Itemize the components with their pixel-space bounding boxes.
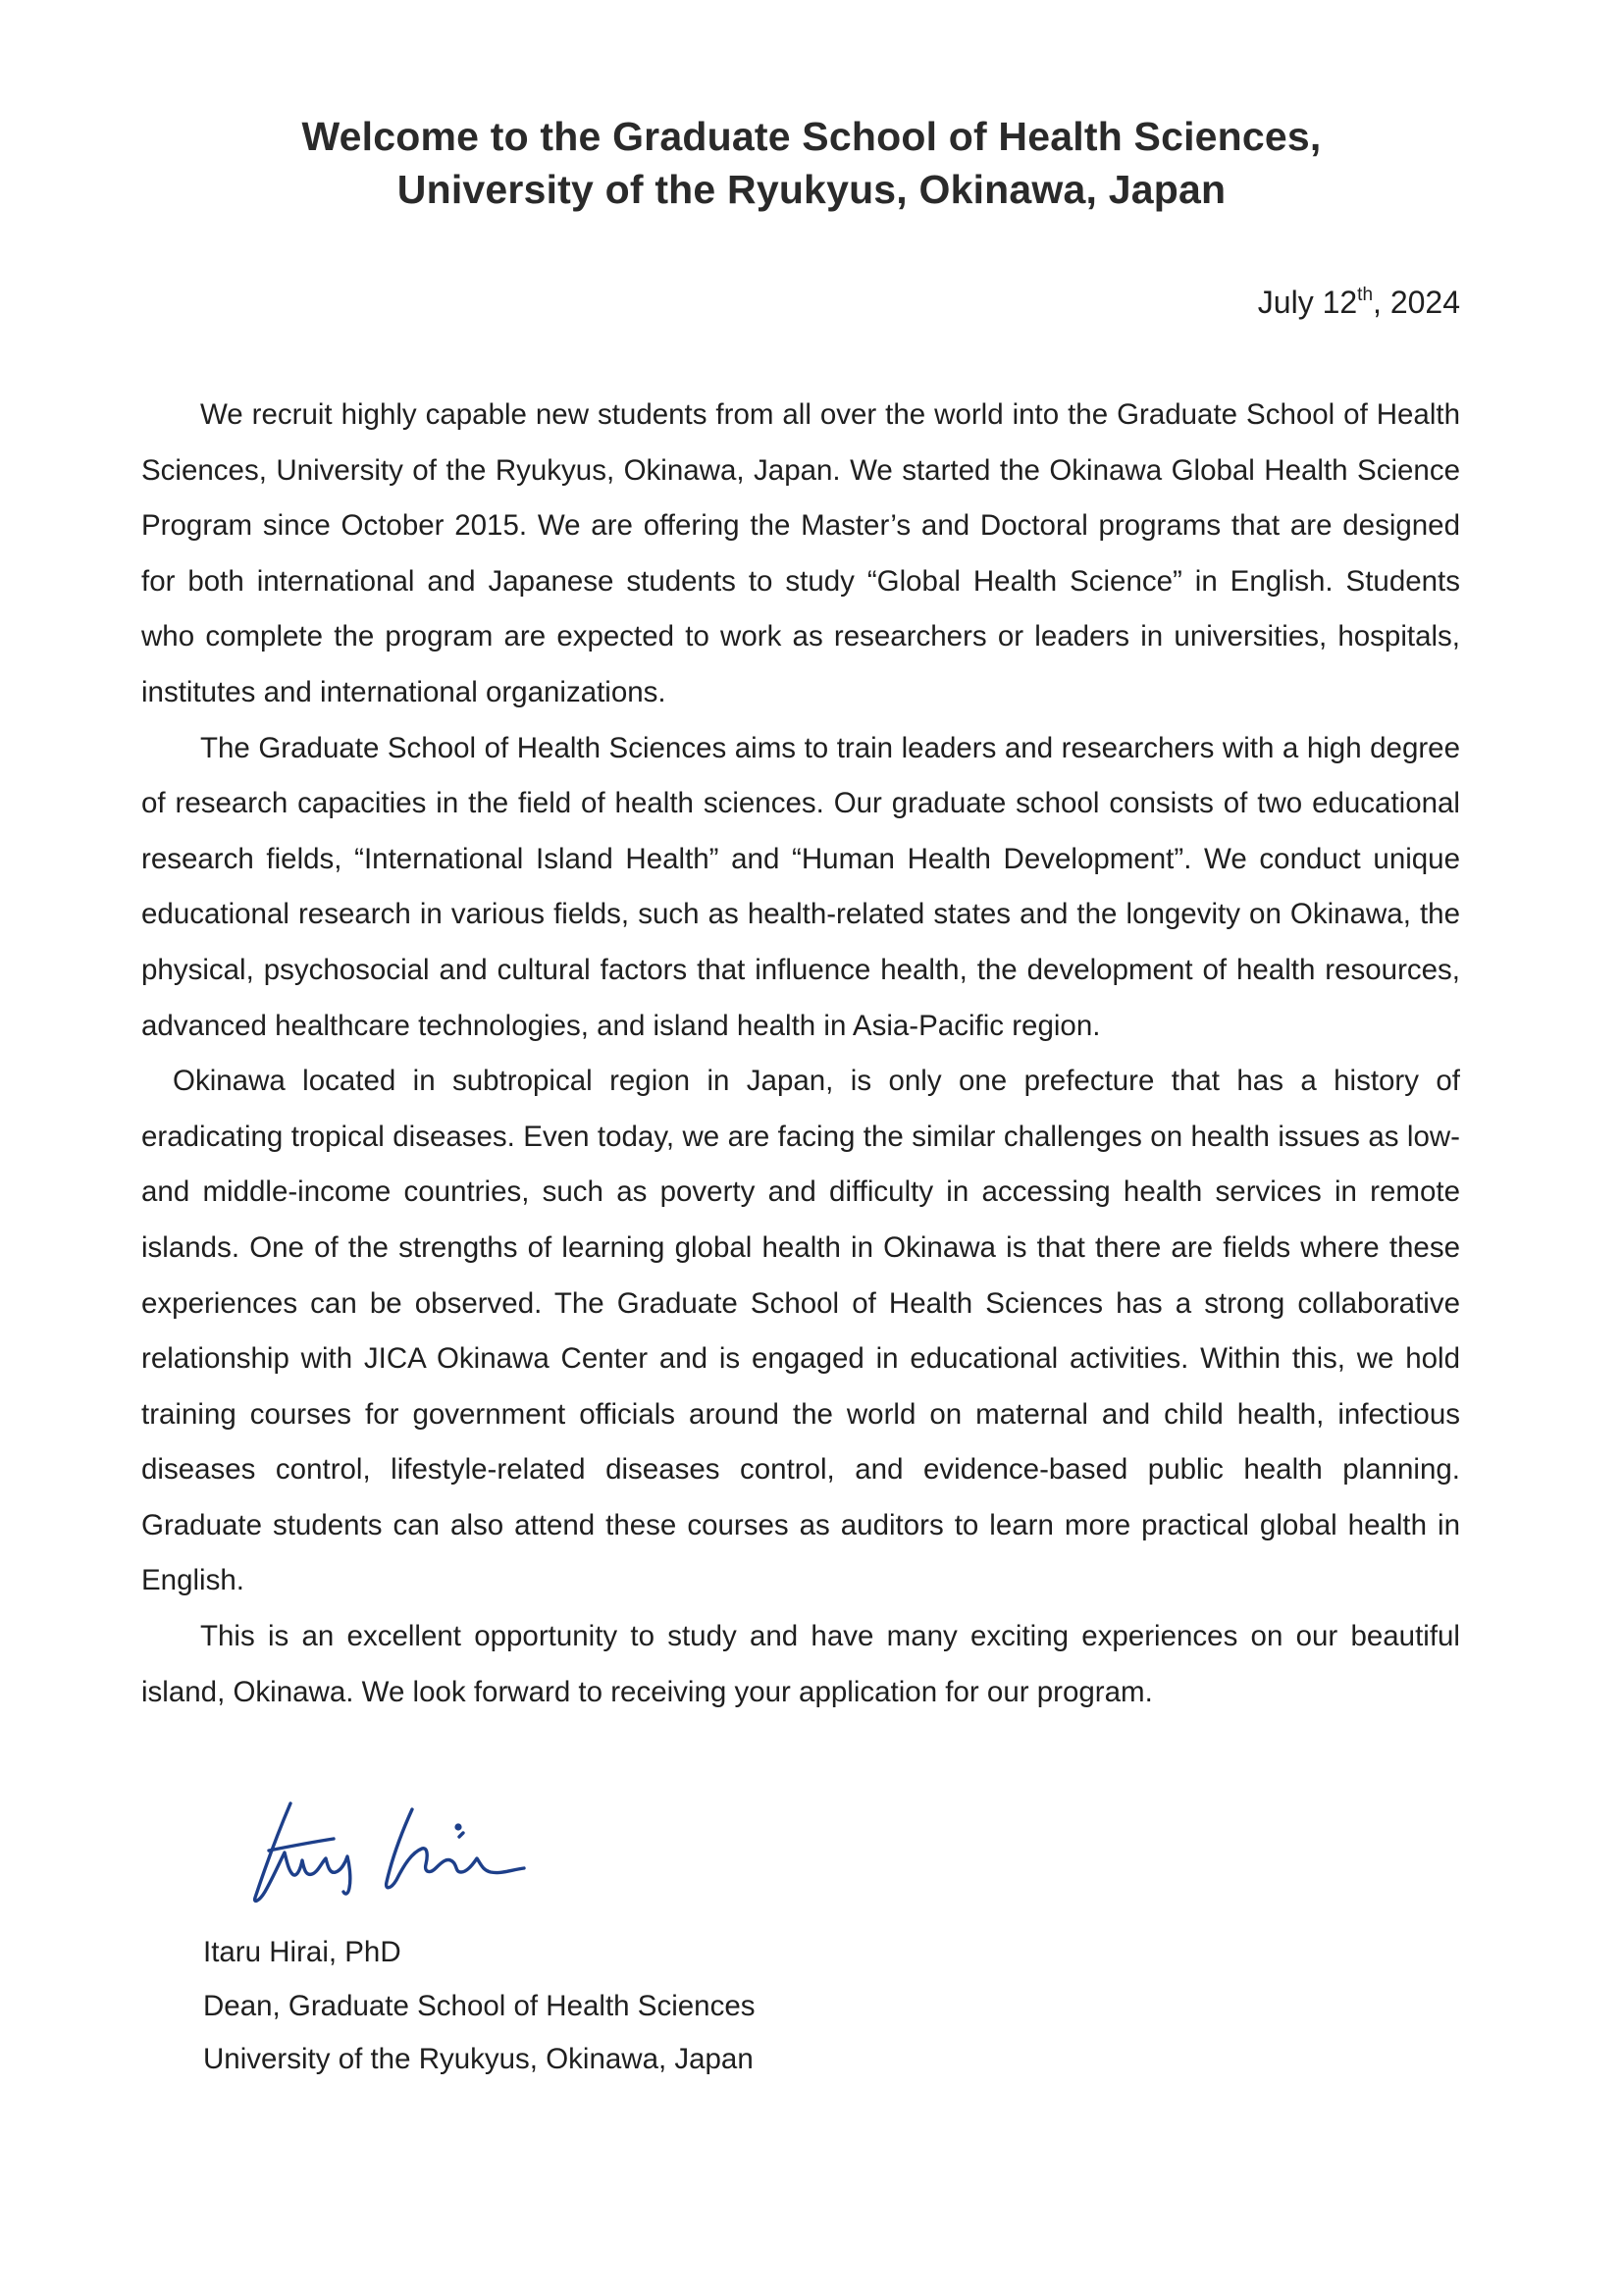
signature-dot-icon xyxy=(454,1823,461,1830)
paragraph-3: Okinawa located in subtropical region in Japan, is only one prefecture that has a history of eradicating tropical diseases. Even today, we are facing the similar challenges on health issues as low- and middle-income countries, such as poverty and difficulty in accessing health services in remote islands. One of the strengths of learning global health in Okinawa is that there are fields where these experiences can be observed. The Graduate School of Health Sciences has a strong collaborative relationship with JICA Okinawa Center and is engaged in educational activities. Within this, we hold training courses for government officials around the world on maternal and child health, infectious diseases control, lifestyle-related diseases control, and evidence-based public health planning. Graduate students can also attend these courses as auditors to learn more practical global health in English. xyxy=(141,1065,1460,1597)
date-month-day: July 12 xyxy=(1257,285,1358,320)
letter-body xyxy=(141,388,1460,1720)
paragraph-2: The Graduate School of Health Sciences aims to train leaders and researchers with a high degree of research capacities in the field of health sciences. Our graduate school consists of two educational research fields, “International Island Health” and “Human Health Development”. We conduct unique educational research in various fields, such as health-related states and the longevity on Okinawa, the physical, psychosocial and cultural factors that influence health, the development of health resources, advanced healthcare technologies, and island health in Asia-Pacific region. xyxy=(141,731,1460,1042)
signatory-position: Dean, Graduate School of Health Sciences xyxy=(203,1989,756,2022)
signatory-name: Itaru Hirai, PhD xyxy=(203,1936,401,1968)
signatory-block xyxy=(203,1926,755,2087)
date-year: , 2024 xyxy=(1373,285,1460,320)
title-line-2: University of the Ryukyus, Okinawa, Japan xyxy=(396,167,1227,212)
handwritten-signature-icon xyxy=(239,1792,661,1919)
date-ordinal-suffix: th xyxy=(1357,285,1374,305)
paragraph-1: We recruit highly capable new students from all over the world into the Graduate School of Health Sciences, University of the Ryukyus, Okinawa, Japan. We started the Okinawa Global Health Science Program since October 2015. We are offering the Master’s and Doctoral programs that are designed for both international and Japanese students to study “Global Health Science” in English. Students who complete the program are expected to work as researchers or leaders in universities, hospitals, institutes and international organizations. xyxy=(141,398,1460,708)
title-line-1: Welcome to the Graduate School of Health Sciences, xyxy=(301,114,1322,159)
signatory-institution: University of the Ryukyus, Okinawa, Japan xyxy=(203,2043,754,2075)
letter-date xyxy=(1258,283,1460,322)
paragraph-4: This is an excellent opportunity to study and have many exciting experiences on our beautiful island, Okinawa. We look forward to receiving your application for our program. xyxy=(141,1620,1460,1708)
letter-title xyxy=(0,110,1623,216)
